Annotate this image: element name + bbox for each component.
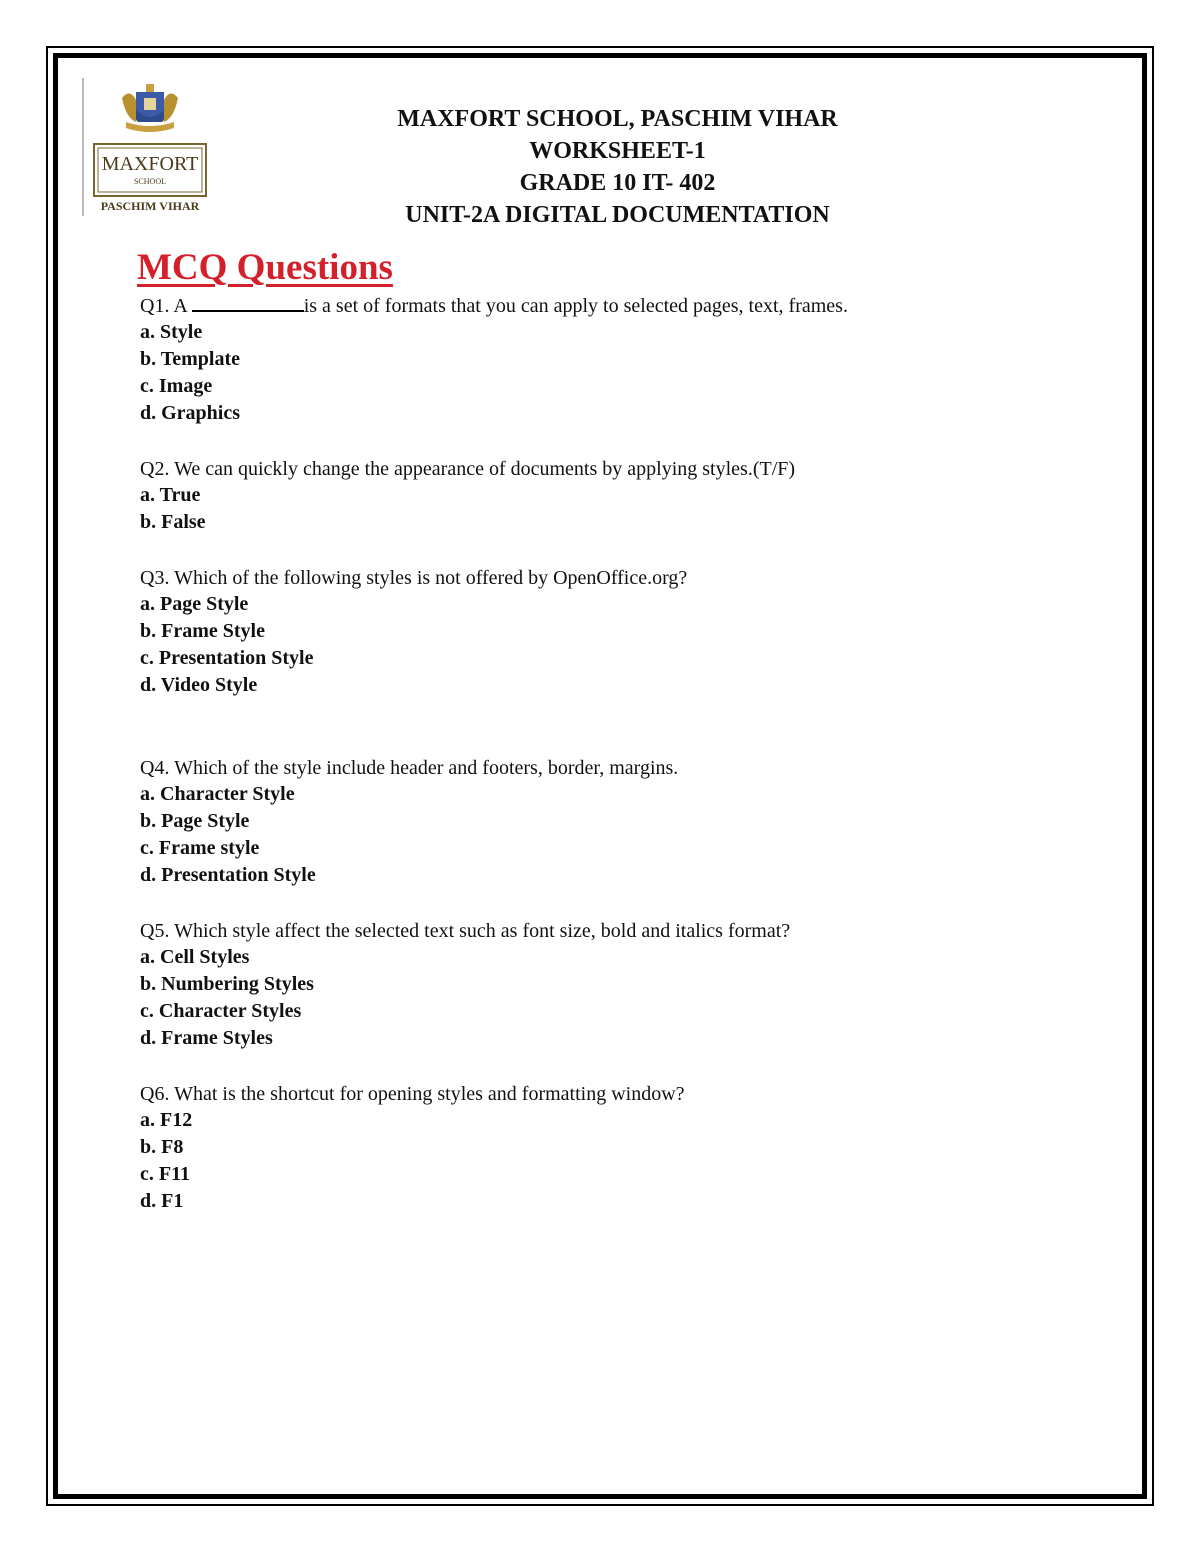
option: d. Presentation Style [140, 864, 316, 886]
option: a. Cell Styles [140, 946, 250, 968]
option: b. Numbering Styles [140, 973, 314, 995]
school-logo [82, 78, 217, 216]
option: a. Character Style [140, 783, 295, 805]
option: b. Frame Style [140, 620, 265, 642]
section-title: MCQ Questions [137, 247, 393, 288]
question-list [140, 292, 1100, 1215]
option: a. F12 [140, 1109, 193, 1131]
question-text: Q4. Which of the style include header and footers, border, margins. [140, 757, 679, 779]
option: d. F1 [140, 1190, 184, 1212]
question-text: Q5. Which style affect the selected text such as font size, bold and italics format? [140, 920, 791, 942]
question-text: Q1. A is a set of formats that you can apply to selected pages, text, frames. [140, 292, 1100, 319]
question-2 [140, 456, 1100, 536]
option: d. Frame Styles [140, 1027, 273, 1049]
answer-blank [192, 292, 304, 312]
question-6 [140, 1081, 1100, 1215]
option: b. Page Style [140, 810, 250, 832]
option: b. Template [140, 348, 241, 370]
logo-name: MAXFORT [101, 153, 199, 175]
option: d. Video Style [140, 674, 258, 696]
option: a. Page Style [140, 593, 249, 615]
logo-place: PASCHIM VIHAR [100, 199, 200, 213]
option: c. Presentation Style [140, 647, 314, 669]
school-name: MAXFORT SCHOOL, PASCHIM VIHAR [397, 106, 838, 132]
question-1 [140, 292, 1100, 427]
unit-title: UNIT-2A DIGITAL DOCUMENTATION [405, 202, 830, 228]
option: c. Image [140, 375, 213, 397]
question-text: Q2. We can quickly change the appearance of documents by applying styles.(T/F) [140, 458, 796, 480]
option: d. Graphics [140, 402, 241, 424]
question-3 [140, 565, 1100, 699]
option: a. Style [140, 321, 203, 343]
question-4 [140, 755, 1100, 889]
option: a. True [140, 484, 201, 506]
option: c. Character Styles [140, 1000, 302, 1022]
question-text: Q3. Which of the following styles is not offered by OpenOffice.org? [140, 567, 688, 589]
crest-icon [122, 84, 178, 132]
option: c. Frame style [140, 837, 260, 859]
option: b. False [140, 511, 206, 533]
option: c. F11 [140, 1163, 190, 1185]
worksheet-number: WORKSHEET-1 [529, 138, 706, 164]
question-text: Q6. What is the shortcut for opening styles and formatting window? [140, 1083, 685, 1105]
logo-sub: SCHOOL [133, 177, 167, 186]
option: b. F8 [140, 1136, 184, 1158]
grade-label: GRADE 10 IT- 402 [519, 170, 716, 196]
question-5 [140, 918, 1100, 1052]
worksheet-header [240, 103, 995, 231]
